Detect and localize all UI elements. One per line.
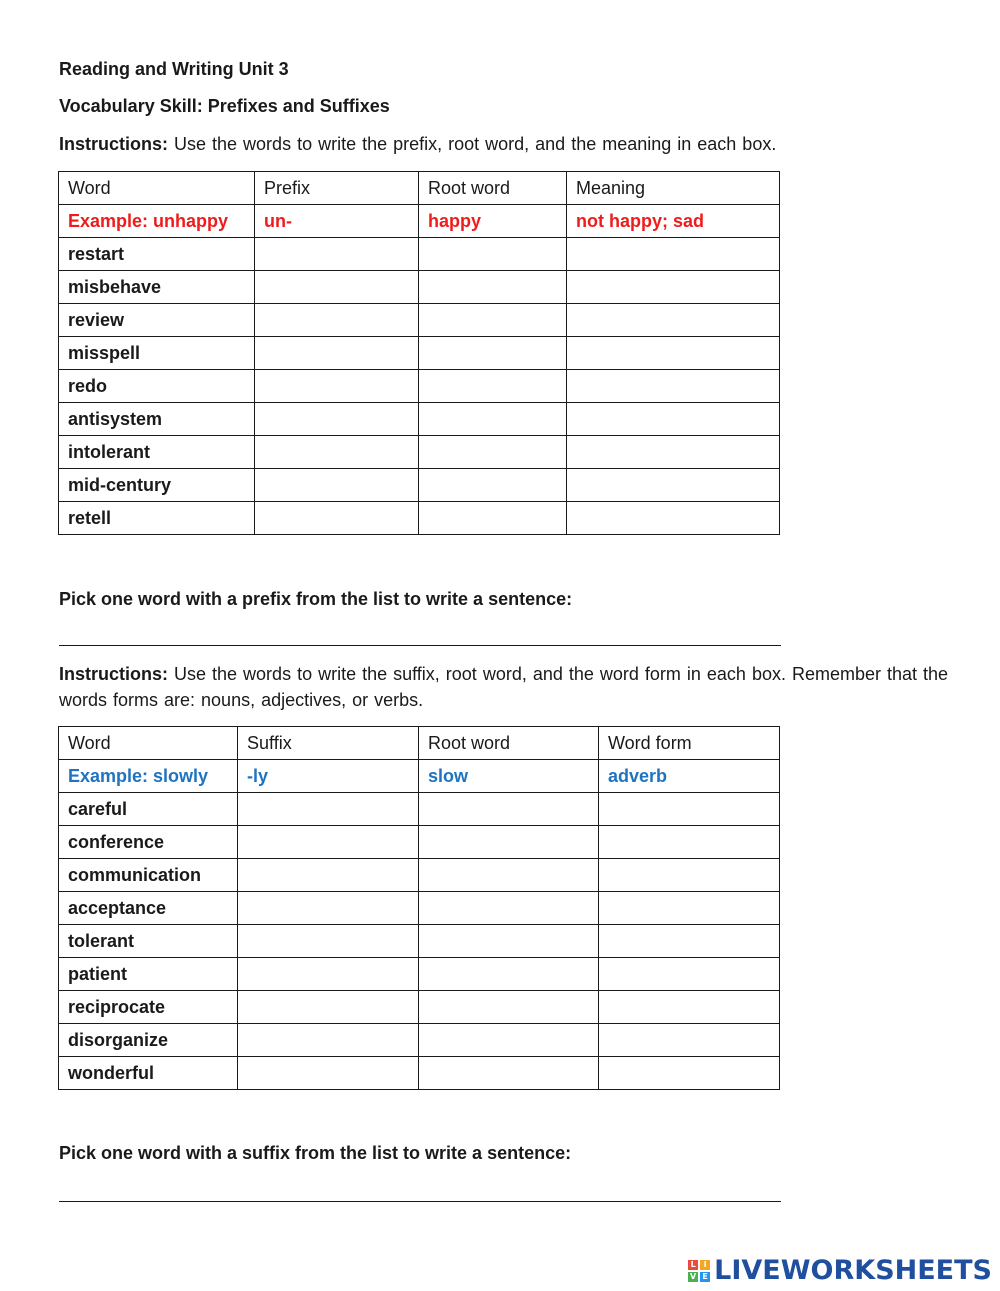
prefix-answer-cell[interactable] <box>419 337 567 370</box>
suffix-word-cell: conference <box>59 826 238 859</box>
prefix-instructions <box>59 131 776 157</box>
prefix-answer-cell[interactable] <box>567 403 780 436</box>
prefix-word-cell: intolerant <box>59 436 255 469</box>
suffix-word-cell: disorganize <box>59 1024 238 1057</box>
suffix-word-cell: tolerant <box>59 925 238 958</box>
table-row <box>59 337 780 370</box>
suffix-answer-cell[interactable] <box>419 925 599 958</box>
prefix-answer-cell[interactable] <box>255 436 419 469</box>
prefix-answer-cell[interactable] <box>255 238 419 271</box>
suffix-answer-cell[interactable] <box>419 892 599 925</box>
suffix-example-cell: -ly <box>238 760 419 793</box>
prefix-answer-cell[interactable] <box>567 469 780 502</box>
suffix-answer-cell[interactable] <box>238 958 419 991</box>
prefix-answer-cell[interactable] <box>419 370 567 403</box>
prefix-answer-cell[interactable] <box>255 271 419 304</box>
prefix-answer-cell[interactable] <box>567 370 780 403</box>
suffix-answer-cell[interactable] <box>599 859 780 892</box>
suffix-word-cell: wonderful <box>59 1057 238 1090</box>
prefix-answer-cell[interactable] <box>419 238 567 271</box>
table-row <box>59 1057 780 1090</box>
suffix-answer-cell[interactable] <box>238 1024 419 1057</box>
suffix-word-cell: patient <box>59 958 238 991</box>
suffix-answer-cell[interactable] <box>599 793 780 826</box>
suffix-instructions-text: Use the words to write the suffix, root word, and the word form in each box. Remember that the words forms are: nouns, adjectives, or verbs. <box>59 664 949 710</box>
suffix-answer-cell[interactable] <box>419 793 599 826</box>
logo-mark-tile: L <box>688 1260 698 1270</box>
logo-mark-tile: E <box>700 1272 710 1282</box>
suffix-word-cell: reciprocate <box>59 991 238 1024</box>
prefix-answer-cell[interactable] <box>567 502 780 535</box>
suffix-example-cell: slow <box>419 760 599 793</box>
suffix-column-header: Root word <box>419 727 599 760</box>
prefix-table <box>58 171 780 535</box>
prefix-column-header: Meaning <box>567 172 780 205</box>
table-row <box>59 892 780 925</box>
table-row <box>59 958 780 991</box>
table-row <box>59 436 780 469</box>
suffix-answer-cell[interactable] <box>419 859 599 892</box>
page-subtitle: Vocabulary Skill: Prefixes and Suffixes <box>59 96 390 116</box>
suffix-answer-cell[interactable] <box>599 958 780 991</box>
suffix-answer-cell[interactable] <box>419 1057 599 1090</box>
prefix-answer-cell[interactable] <box>567 271 780 304</box>
table-row <box>59 403 780 436</box>
suffix-answer-cell[interactable] <box>238 1057 419 1090</box>
suffix-answer-cell[interactable] <box>599 892 780 925</box>
table-row <box>59 1024 780 1057</box>
suffix-answer-cell[interactable] <box>599 925 780 958</box>
prefix-answer-cell[interactable] <box>419 502 567 535</box>
prefix-answer-cell[interactable] <box>255 469 419 502</box>
prefix-word-cell: redo <box>59 370 255 403</box>
table-row <box>59 304 780 337</box>
suffix-example-cell: Example: slowly <box>59 760 238 793</box>
prefix-word-cell: antisystem <box>59 403 255 436</box>
prefix-example-cell: not happy; sad <box>567 205 780 238</box>
table-row <box>59 925 780 958</box>
liveworksheets-logo-text: LIVEWORKSHEETS <box>714 1255 992 1286</box>
prefix-answer-cell[interactable] <box>255 502 419 535</box>
suffix-column-header: Word <box>59 727 238 760</box>
suffix-answer-cell[interactable] <box>599 991 780 1024</box>
prefix-column-header: Word <box>59 172 255 205</box>
suffix-table <box>58 726 780 1090</box>
table-row <box>59 238 780 271</box>
table-row <box>59 271 780 304</box>
prefix-answer-cell[interactable] <box>567 337 780 370</box>
prefix-word-cell: retell <box>59 502 255 535</box>
prefix-example-cell: happy <box>419 205 567 238</box>
table-row <box>59 859 780 892</box>
suffix-example-row <box>59 760 780 793</box>
suffix-answer-cell[interactable] <box>419 958 599 991</box>
prefix-answer-cell[interactable] <box>419 469 567 502</box>
suffix-column-header: Word form <box>599 727 780 760</box>
table-row <box>59 991 780 1024</box>
suffix-answer-cell[interactable] <box>419 991 599 1024</box>
suffix-answer-cell[interactable] <box>599 1057 780 1090</box>
prefix-answer-cell[interactable] <box>255 337 419 370</box>
suffix-column-header: Suffix <box>238 727 419 760</box>
prefix-answer-cell[interactable] <box>255 370 419 403</box>
suffix-header-row <box>59 727 780 760</box>
prefix-word-cell: misspell <box>59 337 255 370</box>
prefix-answer-cell[interactable] <box>567 238 780 271</box>
prefix-answer-cell[interactable] <box>419 436 567 469</box>
prefix-header-row <box>59 172 780 205</box>
suffix-answer-cell[interactable] <box>238 826 419 859</box>
prefix-answer-cell[interactable] <box>567 436 780 469</box>
suffix-sentence-prompt: Pick one word with a suffix from the list to write a sentence: <box>59 1143 572 1163</box>
prefix-column-header: Root word <box>419 172 567 205</box>
prefix-word-cell: review <box>59 304 255 337</box>
suffix-example-cell: adverb <box>599 760 780 793</box>
table-row <box>59 793 780 826</box>
prefix-sentence-answer-line[interactable] <box>59 645 781 646</box>
prefix-answer-cell[interactable] <box>255 403 419 436</box>
suffix-answer-cell[interactable] <box>599 1024 780 1057</box>
prefix-instructions-text: Use the words to write the prefix, root word, and the meaning in each box. <box>168 134 777 154</box>
prefix-example-cell: un- <box>255 205 419 238</box>
suffix-instructions <box>59 661 949 713</box>
prefix-example-cell: Example: unhappy <box>59 205 255 238</box>
prefix-answer-cell[interactable] <box>419 271 567 304</box>
page-title: Reading and Writing Unit 3 <box>59 59 289 79</box>
liveworksheets-logo <box>688 1255 992 1286</box>
suffix-answer-cell[interactable] <box>238 793 419 826</box>
prefix-word-cell: misbehave <box>59 271 255 304</box>
prefix-answer-cell[interactable] <box>567 304 780 337</box>
liveworksheets-logo-icon <box>688 1260 710 1282</box>
prefix-word-cell: mid-century <box>59 469 255 502</box>
table-row <box>59 826 780 859</box>
table-row <box>59 469 780 502</box>
table-row <box>59 370 780 403</box>
prefix-column-header: Prefix <box>255 172 419 205</box>
suffix-answer-cell[interactable] <box>419 1024 599 1057</box>
prefix-instructions-label: Instructions: <box>59 134 169 154</box>
suffix-word-cell: communication <box>59 859 238 892</box>
suffix-answer-cell[interactable] <box>238 859 419 892</box>
prefix-answer-cell[interactable] <box>255 304 419 337</box>
prefix-word-cell: restart <box>59 238 255 271</box>
logo-mark-tile: I <box>700 1260 710 1270</box>
prefix-example-row <box>59 205 780 238</box>
suffix-word-cell: acceptance <box>59 892 238 925</box>
prefix-sentence-prompt: Pick one word with a prefix from the list to write a sentence: <box>59 589 573 609</box>
logo-mark-tile: V <box>690 1271 697 1281</box>
suffix-word-cell: careful <box>59 793 238 826</box>
suffix-answer-cell[interactable] <box>419 826 599 859</box>
table-row <box>59 502 780 535</box>
prefix-answer-cell[interactable] <box>419 304 567 337</box>
suffix-sentence-answer-line[interactable] <box>59 1201 781 1202</box>
suffix-instructions-label: Instructions: <box>59 664 169 684</box>
suffix-answer-cell[interactable] <box>238 892 419 925</box>
suffix-answer-cell[interactable] <box>238 925 419 958</box>
suffix-answer-cell[interactable] <box>238 991 419 1024</box>
prefix-answer-cell[interactable] <box>419 403 567 436</box>
suffix-answer-cell[interactable] <box>599 826 780 859</box>
